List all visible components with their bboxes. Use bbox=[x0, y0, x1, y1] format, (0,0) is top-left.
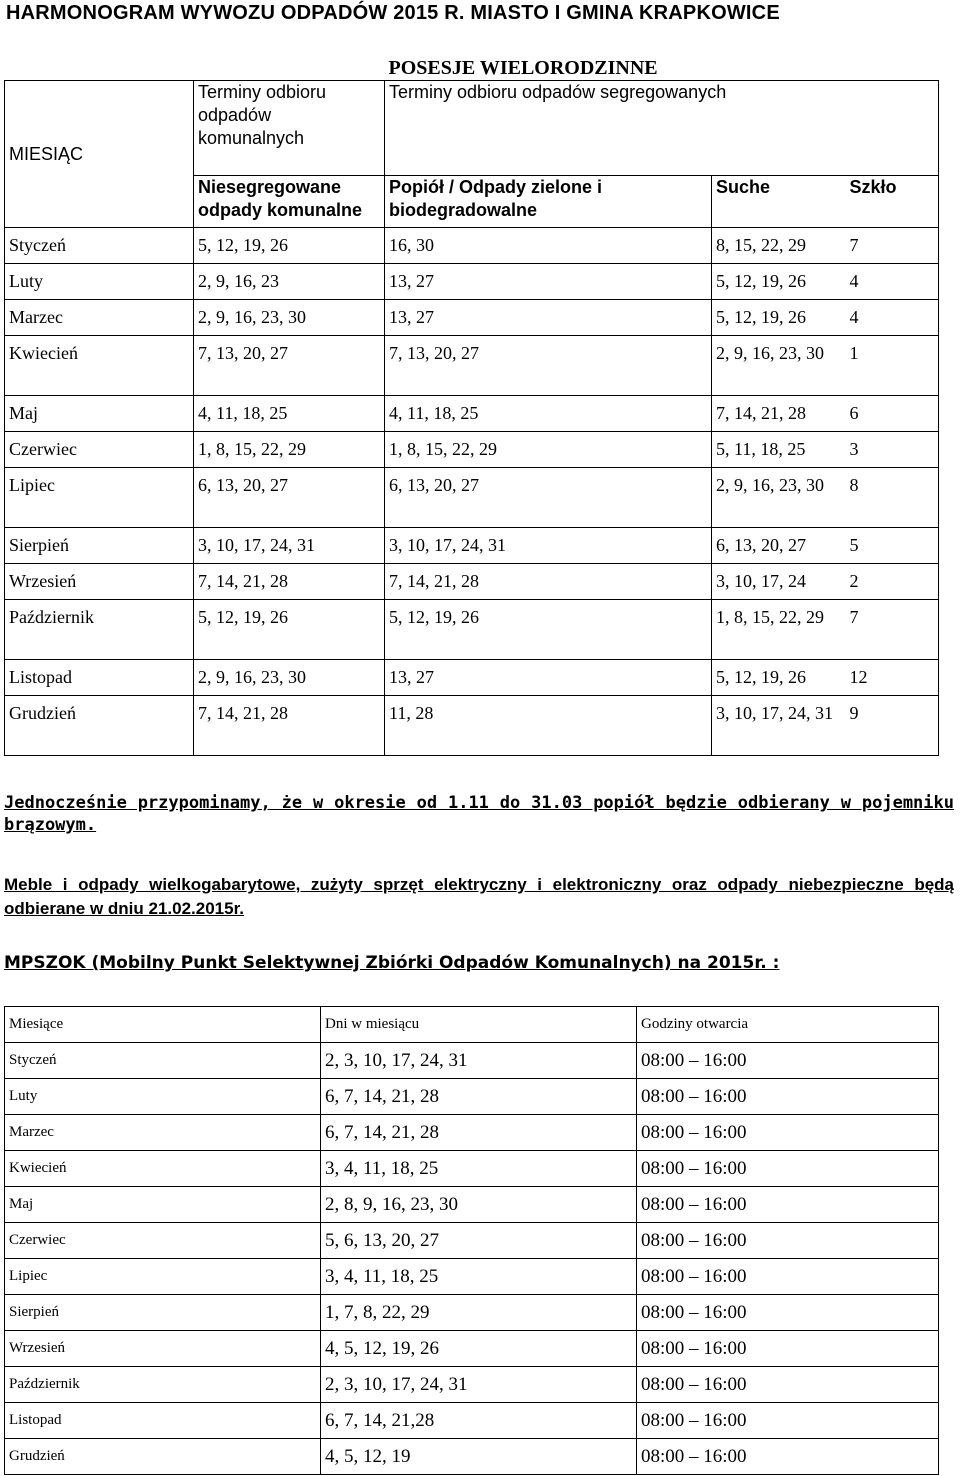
suche-cell: 2, 9, 16, 23, 30 bbox=[712, 468, 846, 528]
komunalne-cell: 5, 12, 19, 26 bbox=[194, 600, 385, 660]
mpszok-hours-cell: 08:00 – 16:00 bbox=[637, 1223, 939, 1259]
mpszok-days-cell: 2, 3, 10, 17, 24, 31 bbox=[321, 1043, 637, 1079]
komunalne-cell: 2, 9, 16, 23, 30 bbox=[194, 660, 385, 696]
mpszok-days-cell: 2, 8, 9, 16, 23, 30 bbox=[321, 1187, 637, 1223]
note-popiol: Jednocześnie przypominamy, że w okresie od 1.11 do 31.03 popiół będzie odbierany w pojemniku brązowym. bbox=[4, 793, 954, 835]
szklo-cell: 9 bbox=[846, 696, 939, 756]
mpszok-days-cell: 6, 7, 14, 21, 28 bbox=[321, 1115, 637, 1151]
suche-cell: 3, 10, 17, 24, 31 bbox=[712, 696, 846, 756]
mpszok-hours-cell: 08:00 – 16:00 bbox=[637, 1367, 939, 1403]
note-mpszok: MPSZOK (Mobilny Punkt Selektywnej Zbiórki Odpadów Komunalnych) na 2015r. : bbox=[4, 953, 780, 973]
szklo-cell: 4 bbox=[846, 264, 939, 300]
komunalne-cell: 6, 13, 20, 27 bbox=[194, 468, 385, 528]
table-row bbox=[5, 264, 939, 300]
popiol-cell: 11, 28 bbox=[385, 696, 712, 756]
table-row bbox=[5, 660, 939, 696]
komunalne-cell: 2, 9, 16, 23 bbox=[194, 264, 385, 300]
note-meble: Meble i odpady wielkogabarytowe, zużyty sprzęt elektryczny i elektroniczny oraz odpady niebezpieczne będą odbierane w dniu 21.02.2015r. bbox=[4, 875, 954, 918]
mpszok-month-cell: Sierpień bbox=[5, 1295, 321, 1331]
table-row bbox=[5, 1079, 939, 1115]
mpszok-days-cell: 1, 7, 8, 22, 29 bbox=[321, 1295, 637, 1331]
mpszok-hours-cell: 08:00 – 16:00 bbox=[637, 1187, 939, 1223]
komunalne-cell: 7, 13, 20, 27 bbox=[194, 336, 385, 396]
col-komunalne-header: Terminy odbioru odpadów komunalnych bbox=[194, 81, 385, 176]
table-row bbox=[5, 1403, 939, 1439]
table-row bbox=[5, 468, 939, 528]
popiol-cell: 3, 10, 17, 24, 31 bbox=[385, 528, 712, 564]
mpszok-month-cell: Czerwiec bbox=[5, 1223, 321, 1259]
mpszok-days-cell: 3, 4, 11, 18, 25 bbox=[321, 1151, 637, 1187]
mpszok-days-cell: 6, 7, 14, 21,28 bbox=[321, 1403, 637, 1439]
mpszok-hours-cell: 08:00 – 16:00 bbox=[637, 1151, 939, 1187]
table-row bbox=[5, 432, 939, 468]
mpszok-hours-cell: 08:00 – 16:00 bbox=[637, 1403, 939, 1439]
table-row bbox=[5, 696, 939, 756]
mpszok-hours-cell: 08:00 – 16:00 bbox=[637, 1079, 939, 1115]
sub-niesegregowane-header: Niesegregowane odpady komunalne bbox=[194, 176, 385, 228]
month-cell: Maj bbox=[5, 396, 194, 432]
mpszok-hours-cell: 08:00 – 16:00 bbox=[637, 1259, 939, 1295]
popiol-cell: 6, 13, 20, 27 bbox=[385, 468, 712, 528]
table-row bbox=[5, 1295, 939, 1331]
table-row bbox=[5, 1115, 939, 1151]
szklo-cell: 7 bbox=[846, 600, 939, 660]
szklo-cell: 5 bbox=[846, 528, 939, 564]
month-cell: Luty bbox=[5, 264, 194, 300]
month-cell: Kwiecień bbox=[5, 336, 194, 396]
table-row bbox=[5, 1151, 939, 1187]
mpszok-month-cell: Grudzień bbox=[5, 1439, 321, 1475]
suche-cell: 2, 9, 16, 23, 30 bbox=[712, 336, 846, 396]
szklo-cell: 7 bbox=[846, 228, 939, 264]
szklo-cell: 8 bbox=[846, 468, 939, 528]
schedule-rows bbox=[5, 228, 939, 756]
mpszok-month-cell: Październik bbox=[5, 1367, 321, 1403]
table-row bbox=[5, 1367, 939, 1403]
mpszok-hours-cell: 08:00 – 16:00 bbox=[637, 1331, 939, 1367]
table-row bbox=[5, 600, 939, 660]
mpszok-days-cell: 4, 5, 12, 19 bbox=[321, 1439, 637, 1475]
col-miesiace-header: Miesiące bbox=[5, 1007, 321, 1043]
col-dni-header: Dni w miesiącu bbox=[321, 1007, 637, 1043]
month-cell: Styczeń bbox=[5, 228, 194, 264]
month-cell: Lipiec bbox=[5, 468, 194, 528]
table-row bbox=[5, 528, 939, 564]
suche-cell: 3, 10, 17, 24 bbox=[712, 564, 846, 600]
mpszok-days-cell: 5, 6, 13, 20, 27 bbox=[321, 1223, 637, 1259]
month-cell: Sierpień bbox=[5, 528, 194, 564]
popiol-cell: 7, 14, 21, 28 bbox=[385, 564, 712, 600]
mpszok-hours-cell: 08:00 – 16:00 bbox=[637, 1115, 939, 1151]
popiol-cell: 1, 8, 15, 22, 29 bbox=[385, 432, 712, 468]
sub-szklo-header: Szkło bbox=[846, 176, 939, 228]
col-miesiac-header: MIESIĄC bbox=[5, 81, 194, 228]
szklo-cell: 6 bbox=[846, 396, 939, 432]
suche-cell: 5, 11, 18, 25 bbox=[712, 432, 846, 468]
page-title: HARMONOGRAM WYWOZU ODPADÓW 2015 R. MIASTO I GMINA KRAPKOWICE bbox=[6, 2, 780, 24]
table-row bbox=[5, 1259, 939, 1295]
mpszok-days-cell: 2, 3, 10, 17, 24, 31 bbox=[321, 1367, 637, 1403]
popiol-cell: 5, 12, 19, 26 bbox=[385, 600, 712, 660]
mpszok-hours-cell: 08:00 – 16:00 bbox=[637, 1439, 939, 1475]
suche-cell: 5, 12, 19, 26 bbox=[712, 300, 846, 336]
mpszok-hours-cell: 08:00 – 16:00 bbox=[637, 1295, 939, 1331]
table-row bbox=[5, 396, 939, 432]
schedule-table bbox=[4, 48, 939, 756]
mpszok-days-cell: 6, 7, 14, 21, 28 bbox=[321, 1079, 637, 1115]
popiol-cell: 13, 27 bbox=[385, 264, 712, 300]
popiol-cell: 16, 30 bbox=[385, 228, 712, 264]
suche-cell: 5, 12, 19, 26 bbox=[712, 660, 846, 696]
suche-cell: 7, 14, 21, 28 bbox=[712, 396, 846, 432]
komunalne-cell: 5, 12, 19, 26 bbox=[194, 228, 385, 264]
section-title: POSESJE WIELORODZINNE bbox=[388, 57, 658, 79]
month-cell: Grudzień bbox=[5, 696, 194, 756]
suche-cell: 1, 8, 15, 22, 29 bbox=[712, 600, 846, 660]
mpszok-rows bbox=[5, 1043, 939, 1475]
mpszok-month-cell: Maj bbox=[5, 1187, 321, 1223]
popiol-cell: 13, 27 bbox=[385, 300, 712, 336]
mpszok-month-cell: Styczeń bbox=[5, 1043, 321, 1079]
table-row bbox=[5, 300, 939, 336]
table-row bbox=[5, 1439, 939, 1475]
mpszok-month-cell: Luty bbox=[5, 1079, 321, 1115]
table-row bbox=[5, 1223, 939, 1259]
table-row bbox=[5, 1331, 939, 1367]
col-godziny-header: Godziny otwarcia bbox=[637, 1007, 939, 1043]
mpszok-month-cell: Marzec bbox=[5, 1115, 321, 1151]
komunalne-cell: 3, 10, 17, 24, 31 bbox=[194, 528, 385, 564]
mpszok-hours-cell: 08:00 – 16:00 bbox=[637, 1043, 939, 1079]
month-cell: Październik bbox=[5, 600, 194, 660]
sub-popiol-header: Popiół / Odpady zielone i biodegradowalne bbox=[385, 176, 712, 228]
mpszok-month-cell: Wrzesień bbox=[5, 1331, 321, 1367]
komunalne-cell: 4, 11, 18, 25 bbox=[194, 396, 385, 432]
month-cell: Czerwiec bbox=[5, 432, 194, 468]
table-row bbox=[5, 564, 939, 600]
col-segregowane-header: Terminy odbioru odpadów segregowanych bbox=[385, 81, 939, 176]
mpszok-month-cell: Lipiec bbox=[5, 1259, 321, 1295]
table-row bbox=[5, 1043, 939, 1079]
komunalne-cell: 1, 8, 15, 22, 29 bbox=[194, 432, 385, 468]
table-row bbox=[5, 228, 939, 264]
suche-cell: 8, 15, 22, 29 bbox=[712, 228, 846, 264]
sub-suche-header: Suche bbox=[712, 176, 846, 228]
suche-cell: 5, 12, 19, 26 bbox=[712, 264, 846, 300]
szklo-cell: 12 bbox=[846, 660, 939, 696]
table-row bbox=[5, 336, 939, 396]
komunalne-cell: 2, 9, 16, 23, 30 bbox=[194, 300, 385, 336]
month-cell: Listopad bbox=[5, 660, 194, 696]
komunalne-cell: 7, 14, 21, 28 bbox=[194, 696, 385, 756]
month-cell: Marzec bbox=[5, 300, 194, 336]
mpszok-days-cell: 3, 4, 11, 18, 25 bbox=[321, 1259, 637, 1295]
szklo-cell: 4 bbox=[846, 300, 939, 336]
mpszok-month-cell: Kwiecień bbox=[5, 1151, 321, 1187]
suche-cell: 6, 13, 20, 27 bbox=[712, 528, 846, 564]
mpszok-month-cell: Listopad bbox=[5, 1403, 321, 1439]
table-row bbox=[5, 1187, 939, 1223]
month-cell: Wrzesień bbox=[5, 564, 194, 600]
popiol-cell: 7, 13, 20, 27 bbox=[385, 336, 712, 396]
popiol-cell: 4, 11, 18, 25 bbox=[385, 396, 712, 432]
mpszok-table bbox=[4, 1006, 939, 1475]
szklo-cell: 3 bbox=[846, 432, 939, 468]
mpszok-days-cell: 4, 5, 12, 19, 26 bbox=[321, 1331, 637, 1367]
szklo-cell: 2 bbox=[846, 564, 939, 600]
popiol-cell: 13, 27 bbox=[385, 660, 712, 696]
komunalne-cell: 7, 14, 21, 28 bbox=[194, 564, 385, 600]
szklo-cell: 1 bbox=[846, 336, 939, 396]
